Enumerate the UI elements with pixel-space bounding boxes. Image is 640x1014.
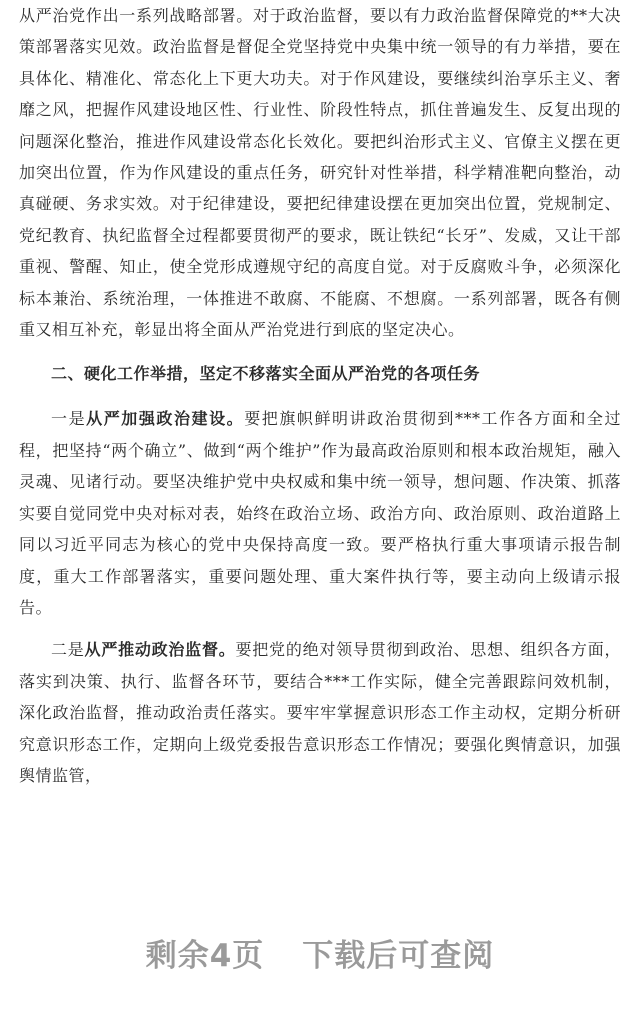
document-page	[19, 0, 621, 791]
download-to-view-label: 下载后可查阅	[302, 938, 495, 974]
section-heading: 二、硬化工作举措，坚定不移落实全面从严治党的各项任务	[51, 364, 481, 384]
item-lead: 二是	[51, 640, 85, 660]
download-prompt[interactable]	[0, 930, 640, 975]
item-paragraph-1	[19, 403, 621, 623]
body-paragraph: 从严治党作出一系列战略部署。对于政治监督，要以有力政治监督保障党的**大决策部署落实见效。政治监督是督促全党坚持党中央集中统一领导的有力举措，要在具体化、精准化、常态化上下更大功夫。对于作风建设，要继续纠治享乐主义、奢靡之风，把握作风建设地区性、行业性、阶段性特点，抓住普遍发生、反复出现的问题深化整治，推进作风建设常态化长效化。要把纠治形式主义、官僚主义摆在更加突出位置，作为作风建设的重点任务，研究针对性举措，科学精准靶向整治，动真碰硬、务求实效。对于纪律建设，要把纪律建设摆在更加突出位置，党规制定、党纪教育、执纪监督全过程都要贯彻严的要求，既让铁纪“长牙”、发威，又让干部重视、警醒、知止，使全党形成遵规守纪的高度自觉。对于反腐败斗争，必须深化标本兼治、系统治理，一体推进不敢腐、不能腐、不想腐。一系列部署，既各有侧重又相互补充，彰显出将全面从严治党进行到底的坚定决心。	[19, 6, 621, 340]
item-lead: 一是	[51, 409, 87, 429]
item-paragraph-2	[19, 634, 621, 791]
item-body: 要把党的绝对领导贯彻到政治、思想、组织各方面，落实到决策、执行、监督各环节，要结合***工作实际，健全完善跟踪问效机制，深化政治监督，推动政治责任落实。要牢牢掌握意识形态工作主动权，定期分析研究意识形态工作，定期向上级党委报告意识形态工作情况；要强化舆情意识，加强舆情监管，	[19, 640, 621, 785]
item-title: 从严推动政治监督。	[84, 640, 236, 660]
item-title: 从严加强政治建设。	[86, 409, 245, 429]
item-body: 要把旗帜鲜明讲政治贯彻到***工作各方面和全过程，把坚持“两个确立”、做到“两个维护”作为最高政治原则和根本政治规矩，融入灵魂、见诸行动。要坚决维护党中央权威和集中统一领导，想问题、作决策、抓落实要自觉同党中央对标对表，始终在政治立场、政治方向、政治原则、政治道路上同以习近平同志为核心的党中央保持高度一致。要严格执行重大事项请示报告制度，重大工作部署落实，重要问题处理、重大案件执行等，要主动向上级请示报告。	[19, 409, 621, 617]
remaining-pages-label: 剩余4页	[145, 938, 265, 974]
